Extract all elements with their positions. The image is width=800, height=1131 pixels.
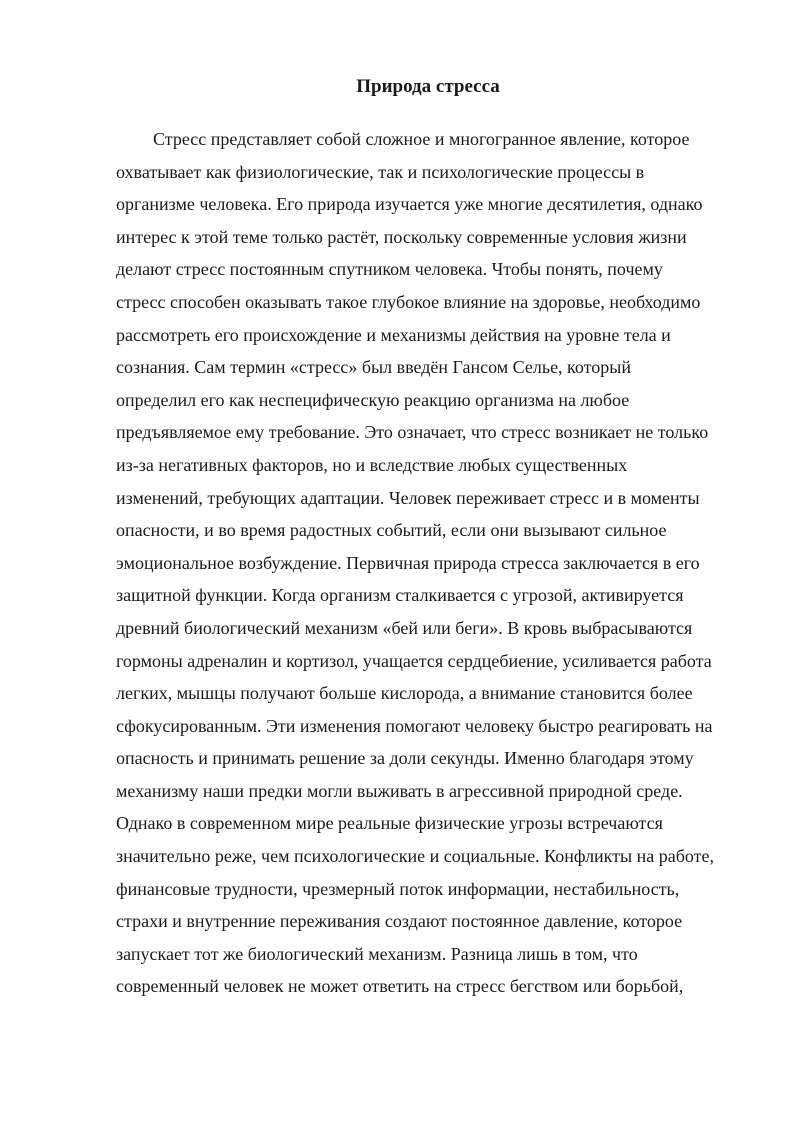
text-line: рассмотреть его происхождение и механизмы действия на уровне тела и	[116, 324, 671, 345]
text-line: финансовые трудности, чрезмерный поток информации, нестабильность,	[116, 878, 680, 899]
document-title: Природа стресса	[356, 76, 500, 97]
text-line: Стресс представляет собой сложное и многогранное явление, которое	[153, 129, 690, 149]
text-line: запускает тот же биологический механизм. Разница лишь в том, что	[116, 943, 638, 964]
text-line: механизму наши предки могли выживать в агрессивной природной среде.	[116, 780, 683, 801]
text-line: организме человека. Его природа изучается уже многие десятилетия, однако	[116, 194, 703, 215]
text-line: значительно реже, чем психологические и социальные. Конфликты на работе,	[116, 846, 715, 867]
text-line: сознания. Сам термин «стресс» был введён Гансом Селье, который	[116, 357, 632, 378]
text-line: легких, мышцы получают больше кислорода, а внимание становится более	[116, 683, 693, 704]
body-paragraph	[116, 123, 744, 1003]
text-line: опасности, и во время радостных событий, если они вызывают сильное	[116, 520, 667, 541]
text-line: предъявляемое ему требование. Это означает, что стресс возникает не только	[116, 422, 709, 443]
text-line: Однако в современном мире реальные физические угрозы встречаются	[116, 813, 663, 834]
text-line: интерес к этой теме только растёт, поскольку современные условия жизни	[116, 226, 687, 247]
text-line: охватывает как физиологические, так и психологические процессы в	[116, 161, 645, 182]
text-line: опасность и принимать решение за доли секунды. Именно благодаря этому	[116, 748, 694, 769]
text-line: современный человек не может ответить на стресс бегством или борьбой,	[116, 976, 684, 997]
text-line: определил его как неспецифическую реакцию организма на любое	[116, 389, 630, 410]
text-line: защитной функции. Когда организм сталкивается с угрозой, активируется	[116, 585, 684, 606]
text-line: изменений, требующих адаптации. Человек переживает стресс и в моменты	[116, 487, 700, 508]
text-line: из-за негативных факторов, но и вследствие любых существенных	[116, 454, 628, 475]
text-line: эмоциональное возбуждение. Первичная природа стресса заключается в его	[116, 552, 700, 573]
text-line: стресс способен оказывать такое глубокое влияние на здоровье, необходимо	[116, 291, 701, 312]
text-line: гормоны адреналин и кортизол, учащается сердцебиение, усиливается работа	[116, 650, 712, 671]
text-line: делают стресс постоянным спутником человека. Чтобы понять, почему	[116, 259, 663, 280]
text-line: сфокусированным. Эти изменения помогают человеку быстро реагировать на	[116, 715, 713, 736]
text-line: древний биологический механизм «бей или беги». В кровь выбрасываются	[116, 617, 693, 638]
text-line: страхи и внутренние переживания создают постоянное давление, которое	[116, 911, 683, 932]
